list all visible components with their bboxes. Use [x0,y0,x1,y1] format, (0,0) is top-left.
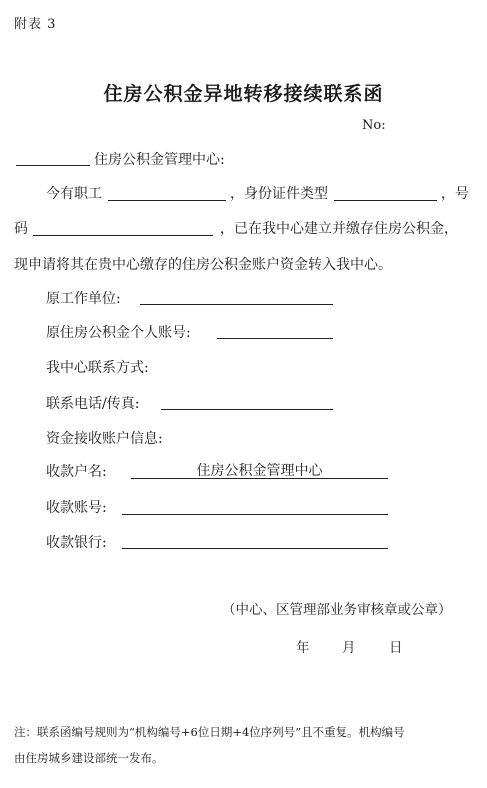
contact-heading: 我中心联系方式: [46,360,149,376]
paragraph1-id-type: ，身份证件类型 [230,186,328,202]
payee-name-label: 收款户名: [46,464,107,480]
paragraph2-code: 码 [14,221,28,237]
phone-fax-blank[interactable] [161,409,333,410]
addressee-blank[interactable] [16,165,90,166]
original-account-label: 原住房公积金个人账号: [46,325,191,341]
paragraph2-text: ，已在我中心建立并缴存住房公积金， [220,221,458,237]
bank-label: 收款银行: [46,535,107,551]
date-day: 日 [389,640,403,656]
seal-note: （中心、区管理部业务审核章或公章） [222,602,452,618]
paragraph3-text: 现申请将其在贵中心缴存的住房公积金账户资金转入我中心。 [14,257,392,273]
original-unit-label: 原工作单位: [46,291,121,307]
id-number-blank[interactable] [33,235,213,236]
account-number-label: 收款账号: [46,500,107,516]
phone-fax-label: 联系电话/传真: [46,396,140,412]
original-unit-blank[interactable] [140,304,333,305]
bank-blank[interactable] [122,548,388,549]
payee-name-value: 住房公积金管理中心 [196,463,323,479]
footnote-line1: 注：联系函编号规则为“机构编号+6位日期+4位序列号”且不重复。机构编号 [14,725,405,739]
addressee-text: 住房公积金管理中心: [94,152,225,168]
employee-name-blank[interactable] [108,200,226,201]
page-title: 住房公积金异地转移接续联系函 [103,83,384,105]
id-type-blank[interactable] [334,200,437,201]
account-number-blank[interactable] [122,514,388,515]
annex-label: 附表 3 [14,17,57,32]
date-month: 月 [342,640,356,656]
paragraph1-start: 今有职工 [46,186,102,202]
receiving-account-heading: 资金接收账户信息: [46,431,163,447]
date-year: 年 [296,640,310,656]
footnote-line2: 由住房城乡建设部统一发布。 [14,751,164,765]
number-label: No: [362,118,386,133]
original-account-blank[interactable] [217,338,333,339]
paragraph1-number: ，号 [441,186,469,202]
